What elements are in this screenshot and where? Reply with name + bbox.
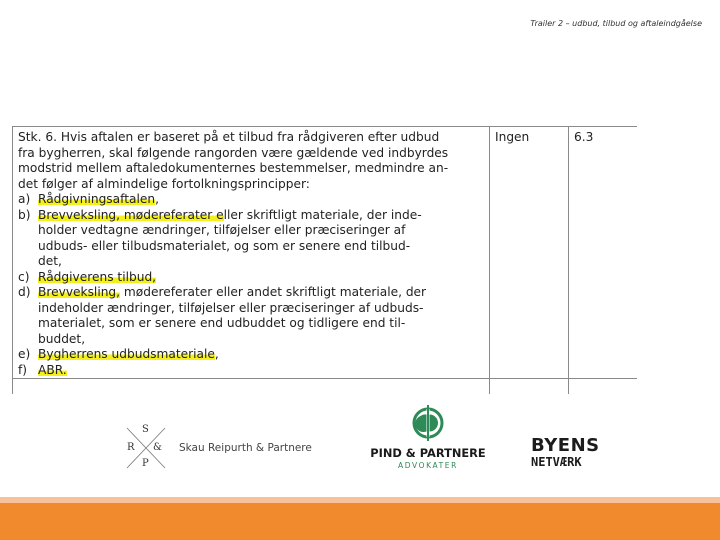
partner-logos bbox=[0, 400, 720, 490]
priority-list bbox=[18, 192, 484, 378]
item-text: , bbox=[155, 192, 159, 206]
reference-cell: Ingen bbox=[490, 127, 569, 379]
srp-letter: R bbox=[127, 442, 135, 453]
table-row bbox=[13, 127, 638, 379]
highlighted-text: Brevveksling, bbox=[38, 285, 121, 299]
item-continuation: det, bbox=[38, 254, 62, 268]
empty-cell bbox=[490, 379, 569, 395]
item-text: ller skriftligt materiale, der inde- bbox=[223, 207, 422, 222]
list-item bbox=[18, 208, 484, 270]
item-continuation: holder vedtagne ændringer, tilføjelser eller præciseringer af bbox=[38, 223, 406, 237]
clause-intro-line: Stk. 6. Hvis aftalen er baseret på et tilbud fra rådgiveren efter udbud bbox=[18, 130, 440, 144]
table-row bbox=[13, 379, 638, 395]
list-marker: a) bbox=[18, 192, 31, 206]
section-cell: 6.3 bbox=[569, 127, 638, 379]
clause-intro-line: fra bygherren, skal følgende rangorden være gældende ved indbyrdes bbox=[18, 145, 449, 160]
pind-emblem-icon bbox=[412, 405, 444, 441]
list-marker: d) bbox=[18, 285, 31, 299]
pind-company-name: PIND & PARTNERE bbox=[370, 446, 486, 460]
pind-subtitle: ADVOKATER bbox=[398, 461, 458, 470]
contract-excerpt bbox=[12, 126, 637, 394]
byens-netvaerk-logo bbox=[531, 436, 600, 469]
srp-letter: P bbox=[142, 458, 149, 469]
list-item bbox=[18, 270, 484, 286]
highlighted-text: Rådgiverens tilbud, bbox=[38, 269, 157, 284]
item-continuation: indeholder ændringer, tilføjelser eller præciseringer af udbuds- bbox=[38, 300, 424, 315]
list-item bbox=[18, 192, 484, 208]
clause-intro-line: modstrid mellem aftaledokumenternes bestemmelser, medmindre an- bbox=[18, 161, 449, 175]
list-item bbox=[18, 285, 484, 347]
clause-cell bbox=[13, 127, 490, 379]
footer-band bbox=[0, 497, 720, 540]
netvaerk-wordmark: NETVÆRK bbox=[531, 455, 582, 469]
highlighted-text: ABR. bbox=[38, 362, 67, 377]
clause-intro-line: det følger af almindelige fortolkningsprincipper: bbox=[18, 176, 310, 191]
item-continuation: materialet, som er senere end udbuddet og tidligere end til- bbox=[38, 316, 406, 330]
list-marker: e) bbox=[18, 347, 31, 361]
contract-table bbox=[12, 126, 637, 394]
highlighted-text: Brevveksling, mødereferater e bbox=[38, 207, 224, 222]
srp-monogram-icon bbox=[122, 425, 170, 471]
item-continuation: udbuds- eller tilbudsmaterialet, og som er senere end tilbud- bbox=[38, 238, 411, 253]
list-item bbox=[18, 347, 484, 363]
highlighted-text: Bygherrens udbudsmateriale bbox=[38, 347, 215, 361]
empty-cell bbox=[569, 379, 638, 395]
item-continuation: buddet, bbox=[38, 331, 86, 346]
pind-partnere-logo bbox=[362, 405, 494, 471]
list-marker: f) bbox=[18, 362, 28, 377]
item-text: mødereferater eller andet skriftligt materiale, der bbox=[120, 285, 427, 299]
byens-wordmark: BYENS bbox=[531, 435, 600, 456]
srp-letter: & bbox=[153, 442, 162, 453]
item-text: , bbox=[214, 347, 219, 361]
srp-company-name: Skau Reipurth & Partnere bbox=[179, 442, 312, 454]
empty-cell bbox=[13, 379, 490, 395]
slide-title: Trailer 2 – udbud, tilbud og aftaleindgåelse bbox=[530, 19, 702, 28]
list-item bbox=[18, 363, 484, 379]
list-marker: b) bbox=[18, 207, 31, 222]
highlighted-text: Rådgivningsaftalen bbox=[38, 192, 156, 206]
footer-stripe bbox=[0, 497, 720, 503]
srp-letter: S bbox=[142, 424, 149, 435]
list-marker: c) bbox=[18, 269, 30, 284]
